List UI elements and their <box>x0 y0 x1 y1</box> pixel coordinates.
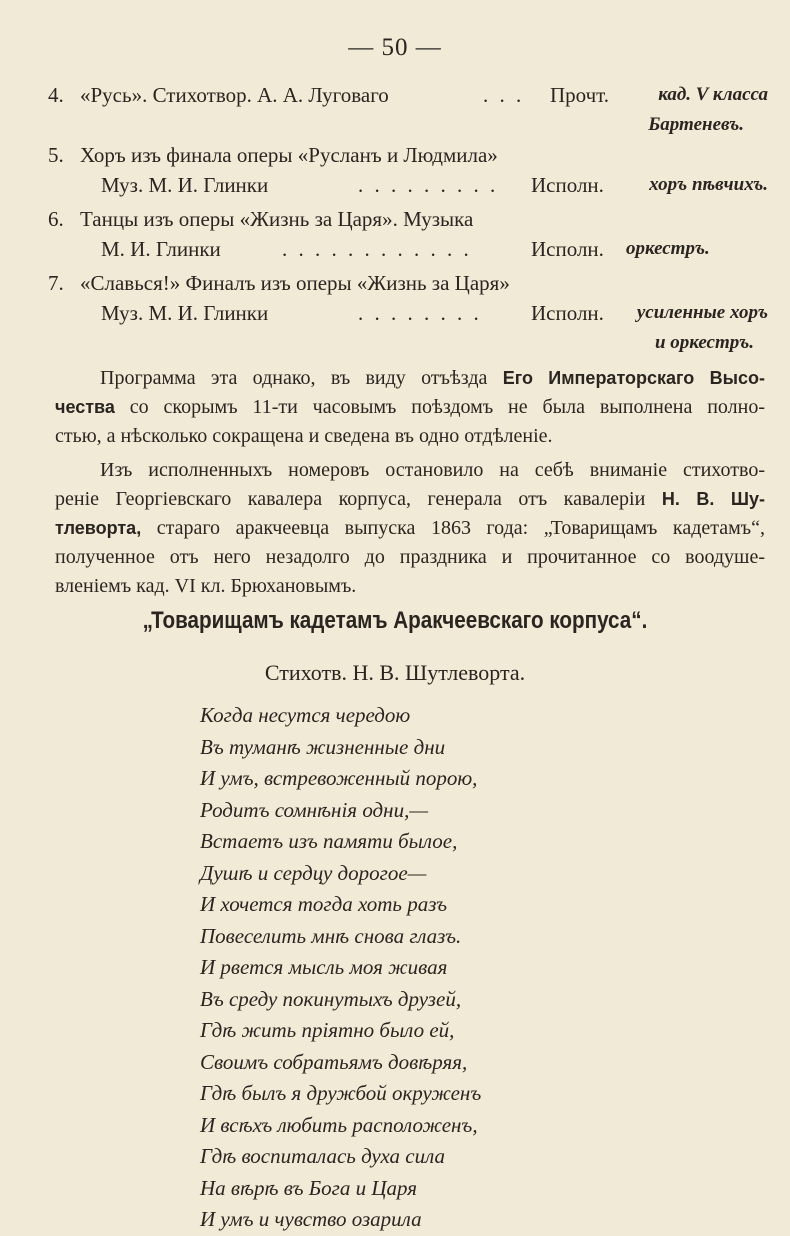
poem-line: На вѣрѣ въ Бога и Царя <box>200 1175 418 1200</box>
performer-line-2: и оркестръ. <box>654 332 754 353</box>
poem-line: Родитъ сомнѣнія одни,— <box>200 797 429 822</box>
poem-author: Стихотв. Н. В. Шутлеворта. <box>264 660 526 685</box>
leader-dots: . . . <box>483 83 525 107</box>
poem-line: Гдѣ воспиталась духа сила <box>200 1144 445 1168</box>
paragraph-program-note <box>55 364 765 451</box>
paragraph-line: реніе Георгіевскаго кавалера корпуса, генерала отъ кавалеріи Н. В. Шу- <box>55 488 765 510</box>
item-composer: Муз. М. И. Глинки <box>101 173 269 197</box>
paragraph-line: Изъ исполненныхъ номеровъ остановило на себѣ вниманіе стихотво- <box>100 459 765 481</box>
performer-label: Исполн. <box>531 301 604 325</box>
item-number: 4. <box>48 83 64 107</box>
poem-line: И умъ, встревоженный порою, <box>200 766 478 790</box>
performer-label: Исполн. <box>531 173 604 197</box>
leader-dots: . . . . . . . . <box>358 301 482 325</box>
poem-line: И умъ и чувство озарила <box>200 1207 422 1231</box>
paragraph-poem-intro <box>55 456 765 601</box>
performer-line-1: хоръ пѣвчихъ. <box>649 174 768 195</box>
performer-line-1: кад. V класса <box>658 84 768 105</box>
program-item-7 <box>48 268 768 358</box>
poem-line: И всѣхъ любить расположенъ, <box>200 1112 478 1137</box>
program-item-4 <box>48 80 768 140</box>
poem-line: Гдѣ былъ я дружбой окруженъ <box>200 1081 482 1105</box>
poem-line: И рвется мысль моя живая <box>200 955 448 979</box>
page-number: — 50 — <box>348 34 442 61</box>
paragraph-line: стью, а нѣсколько сокращена и сведена въ одно отдѣленіе. <box>55 425 553 447</box>
program-item-5 <box>48 140 768 200</box>
item-title: Хоръ изъ финала оперы «Русланъ и Людмила» <box>80 143 498 167</box>
author-name-end: тлеворта, <box>55 518 142 538</box>
poem-line: Въ туманѣ жизненные дни <box>200 734 446 759</box>
performer-label: Прочт. <box>550 83 610 107</box>
poem-line: Душѣ и сердцу дорогое— <box>200 860 427 885</box>
poem-line: Въ среду покинутыхъ друзей, <box>200 986 462 1011</box>
highness-title-end: чества <box>55 397 115 417</box>
item-number: 6. <box>48 207 64 231</box>
paragraph-line: тлеворта, стараго аракчеевца выпуска 1863 года: „Товарищамъ кадетамъ“, <box>55 517 765 539</box>
highness-title: Его Императорскаго Высо- <box>502 368 765 388</box>
performer-line-1: оркестръ. <box>626 238 710 259</box>
performer-line-1: усиленные хоръ <box>636 302 768 323</box>
paragraph-line: вленіемъ кад. VI кл. Брюхановымъ. <box>55 575 357 597</box>
poem-body <box>200 700 481 1236</box>
poem-line: Гдѣ жить пріятно было ей, <box>200 1018 455 1042</box>
item-title: Танцы изъ оперы «Жизнь за Царя». Музыка <box>80 207 474 231</box>
paragraph-line: чества со скорымъ 11-ти часовымъ поѣздомъ не была выполнена полно- <box>55 396 765 418</box>
item-title: «Славься!» Финалъ изъ оперы «Жизнь за Царя» <box>80 271 510 295</box>
poem-line: Когда несутся чередою <box>200 703 411 727</box>
item-composer: Муз. М. И. Глинки <box>101 301 269 325</box>
leader-dots: . . . . . . . . . . . . <box>282 237 472 261</box>
item-number: 7. <box>48 271 64 295</box>
poem-title: „Товарищамъ кадетамъ Аракчеевскаго корпуса“. <box>142 607 648 634</box>
poem-line: Встаетъ изъ памяти былое, <box>200 829 458 853</box>
poem-line: Повеселить мнѣ снова глазъ. <box>200 923 462 948</box>
item-title: «Русь». Стихотвор. А. А. Луговаго <box>80 83 389 107</box>
author-name: Н. В. Шу- <box>661 489 765 509</box>
paragraph-line: Программа эта однако, въ виду отъѣзда Его Императорскаго Высо- <box>100 367 765 389</box>
item-composer: М. И. Глинки <box>101 237 221 261</box>
paragraph-line: полученное отъ него незадолго до праздника и прочитанное со воодуше- <box>55 546 765 568</box>
poem-line: И хочется тогда хоть разъ <box>200 892 448 916</box>
performer-line-2: Бартеневъ. <box>648 114 744 135</box>
leader-dots: . . . . . . . . . <box>358 173 499 197</box>
program-item-6 <box>48 204 768 264</box>
poem-line: Своимъ собратьямъ довѣряя, <box>200 1049 468 1074</box>
item-number: 5. <box>48 143 64 167</box>
performer-label: Исполн. <box>531 237 604 261</box>
